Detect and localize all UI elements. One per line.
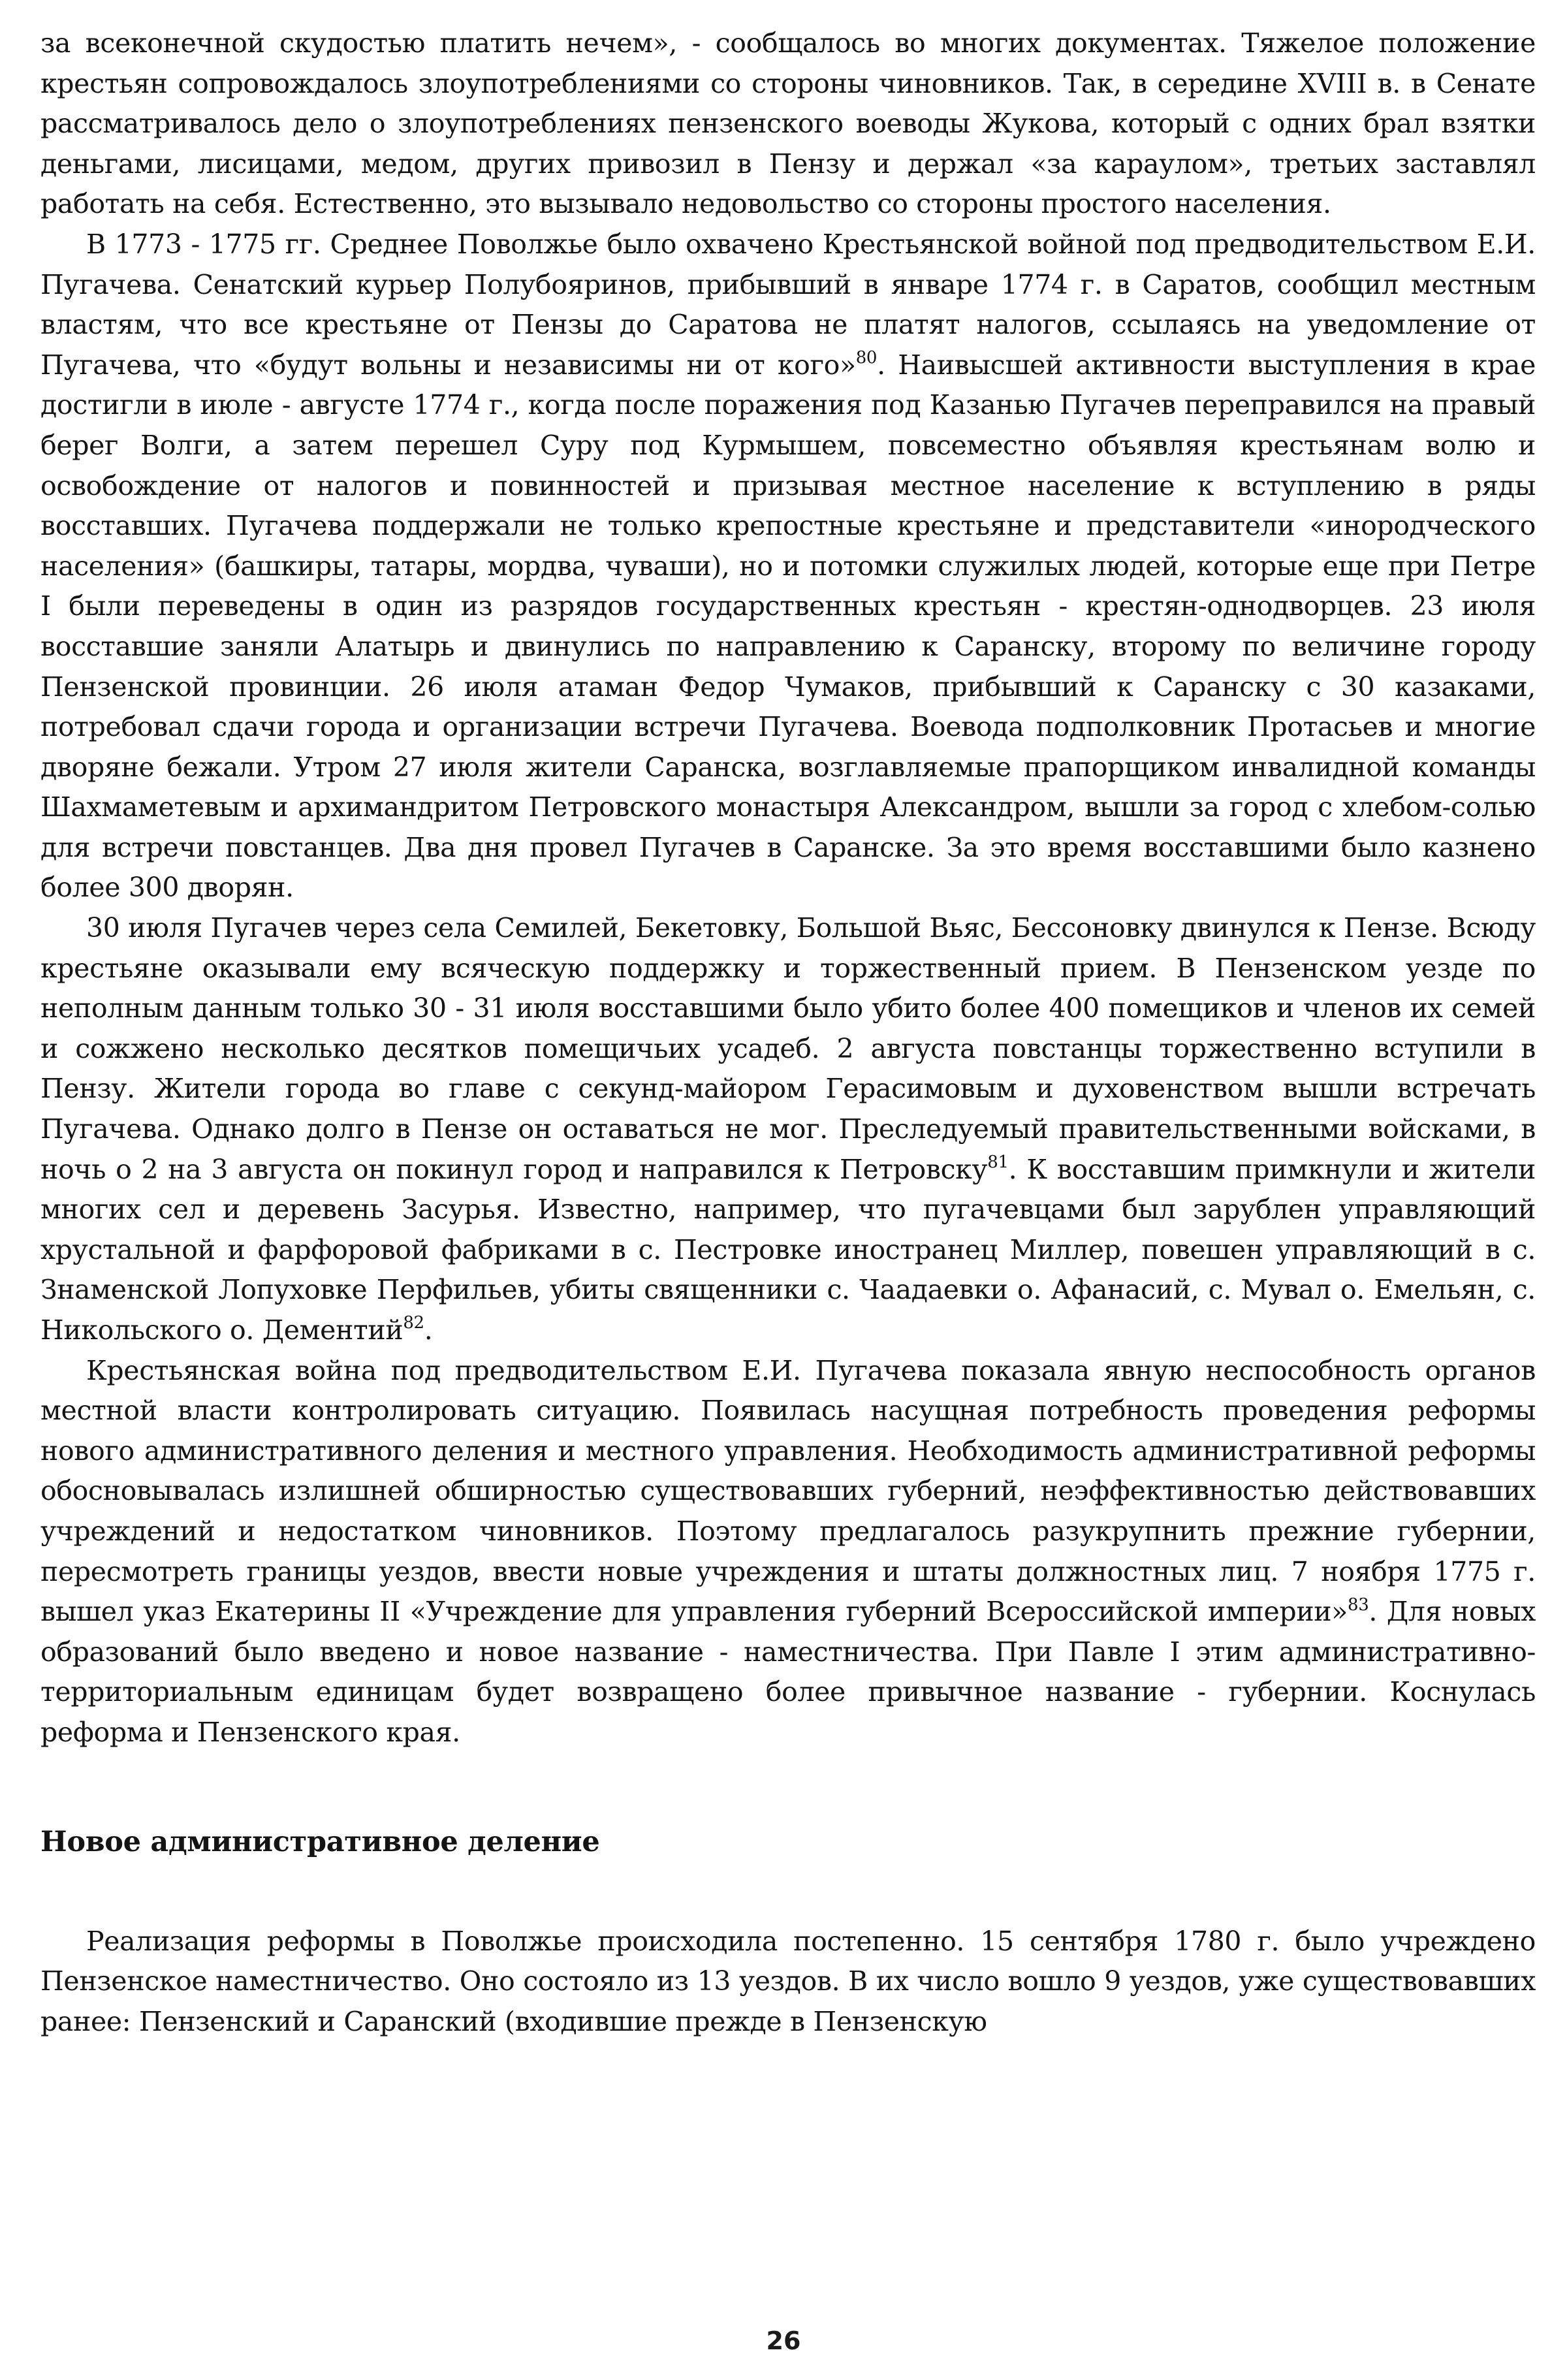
paragraph-4 [40,1351,1536,1753]
paragraph-1 [40,24,1536,225]
paragraph-4-text-b: . Для новых образований было введено и новое название - наместничества. При Павле I этим административно-территориальным единицам будет возвращено более привычное название - губернии. Коснулась реформа и Пензенского края. [40,1596,1536,1748]
paragraph-3-text-b: . К восставшим примкнули и жители многих сел и деревень Засурья. Известно, например, что пугачевцами был зарублен управляющий хрустальной и фарфоровой фабриками в с. Пестровке иностранец Миллер, повешен управляющий в с. Знаменской Лопуховке Перфильев, убиты священники с. Чаадаевки о. Афанасий, с. Мувал о. Емельян, с. Никольского о. Дементий [40,1153,1536,1346]
section-paragraph-text: Реализация реформы в Поволжье происходила постепенно. 15 сентября 1780 г. было учреждено Пензенское наместничество. Оно состояло из 13 уездов. В их число вошло 9 уездов, уже существовавших ранее: Пензенский и Саранский (входившие прежде в Пензенскую [40,1925,1536,2037]
paragraph-1-text: за всеконечной скудостью платить нечем», - сообщалось во многих документах. Тяжелое положение крестьян сопровождалось злоупотреблениями со стороны чиновников. Так, в середине XVIII в. в Сенате рассматривалось дело о злоупотреблениях пензенского воеводы Жукова, который с одних брал взятки деньгами, лисицами, медом, других привозил в Пензу и держал «за караулом», третьих заставлял работать на себя. Естественно, это вызывало недовольство со стороны простого населения. [40,27,1536,220]
footnote-ref-81[interactable]: 81 [987,1152,1009,1172]
document-page [40,24,1536,2042]
paragraph-2-text-b: . Наивысшей активности выступления в крае достигли в июле - августе 1774 г., когда после поражения под Казанью Пугачев переправился на правый берег Волги, а затем перешел Суру под Курмышем, повсеместно объявляя крестьянам волю и освобождение от налогов и повинностей и призывая местное население к вступлению в ряды восставших. Пугачева поддержали не только крепостные крестьяне и представители «инородческого населения» (башкиры, татары, мордва, чуваши), но и потомки служилых людей, которые еще при Петре I были переведены в один из разрядов государственных крестьян - крестян-однодворцев. 23 июля восставшие заняли Алатырь и двинулись по направлению к Саранску, второму по величине городу Пензенской провинции. 26 июля атаман Федор Чумаков, прибывший к Саранску с 30 казаками, потребовал сдачи города и организации встречи Пугачева. Воевода подполковник Протасьев и многие дворяне бежали. Утром 27 июля жители Саранска, возглавляемые прапорщиком инвалидной команды Шахмаметевым и архимандритом Петровского монастыря Александром, вышли за город с хлебом-солью для встречи повстанцев. Два дня провел Пугачев в Саранске. За это время восставшими было казнено более 300 дворян. [40,349,1536,904]
paragraph-3 [40,908,1536,1351]
footnote-ref-82[interactable]: 82 [403,1313,424,1333]
section-heading: Новое административное деление [40,1825,600,1858]
page-number: 26 [766,2326,801,2355]
paragraph-4-text-a: Крестьянская война под предводительством Е.И. Пугачева показала явную неспособность органов местной власти контролировать ситуацию. Появилась насущная потребность проведения реформы нового административного деления и местного управления. Необходимость административной реформы обосновывалась излишней обширностью существовавших губерний, неэффективностью действовавших учреждений и недостатком чиновников. Поэтому предлагалось разукрупнить прежние губернии, пересмотреть границы уездов, ввести новые учреждения и штаты должностных лиц. 7 ноября 1775 г. вышел указ Екатерины II «Учреждение для управления губерний Всероссийской империи» [40,1354,1536,1628]
paragraph-3-text-a: 30 июля Пугачев через села Семилей, Бекетовку, Большой Вьяс, Бессоновку двинулся к Пензе. Всюду крестьяне оказывали ему всяческую поддержку и торжественный прием. В Пензенском уезде по неполным данным только 30 - 31 июля восставшими было убито более 400 помещиков и членов их семей и сожжено несколько десятков помещичьих усадеб. 2 августа повстанцы торжественно вступили в Пензу. Жители города во главе с секунд-майором Герасимовым и духовенством вышли встречать Пугачева. Однако долго в Пензе он оставаться не мог. Преследуемый правительственными войсками, в ночь о 2 на 3 августа он покинул город и направился к Петровску [40,912,1536,1185]
footnote-ref-83[interactable]: 83 [1348,1595,1369,1615]
paragraph-2 [40,225,1536,908]
footnote-ref-80[interactable]: 80 [855,348,878,368]
paragraph-2-text-a: В 1773 - 1775 гг. Среднее Поволжье было охвачено Крестьянской войной под предводительством Е.И. Пугачева. Сенатский курьер Полубояринов, прибывший в январе 1774 г. в Саратов, сообщил местным властям, что все крестьяне от Пензы до Саратова не платят налогов, ссылаясь на уведомление от Пугачева, что «будут вольны и независимы ни от кого» [40,228,1536,381]
section-paragraph [40,1922,1536,2042]
paragraph-3-text-c: . [424,1314,433,1346]
